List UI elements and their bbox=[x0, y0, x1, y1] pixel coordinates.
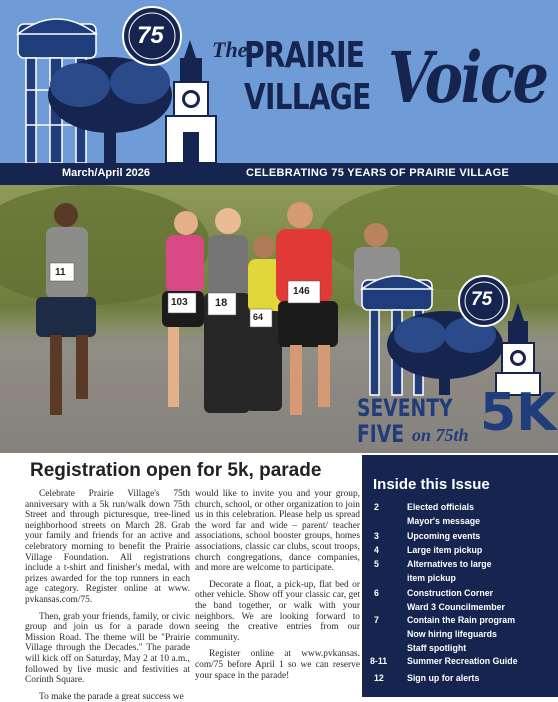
toc-label: Contain the Rain program bbox=[407, 615, 516, 625]
toc-page-number: 3 bbox=[374, 531, 379, 541]
bib-number: 18 bbox=[215, 297, 228, 309]
article-column-1 bbox=[25, 489, 190, 702]
toc-label: Upcoming events bbox=[407, 531, 481, 541]
title-prairie: PRAIRIE bbox=[244, 35, 365, 76]
article-headline: Registration open for 5k, parade bbox=[30, 460, 322, 481]
runners-photo bbox=[0, 185, 558, 453]
inside-this-issue-sidebar bbox=[362, 455, 558, 697]
toc-label: Ward 3 Councilmember bbox=[407, 602, 505, 612]
race-logo-five: FIVE bbox=[357, 420, 405, 448]
tagline: CELEBRATING 75 YEARS OF PRAIRIE VILLAGE bbox=[246, 167, 510, 179]
masthead bbox=[0, 0, 558, 163]
sidebar-title: Inside this Issue bbox=[373, 476, 490, 493]
toc-page-number: 5 bbox=[374, 559, 379, 569]
toc-label: Sign up for alerts bbox=[407, 673, 480, 683]
toc-label: Mayor's message bbox=[407, 516, 480, 526]
clock-tower-icon bbox=[166, 40, 216, 163]
runners-scene bbox=[0, 185, 558, 453]
bib-number: 11 bbox=[55, 267, 66, 278]
title-village: VILLAGE bbox=[244, 77, 371, 118]
race-logo-number: 75 bbox=[471, 289, 493, 310]
article-paragraph: Decorate a float, a pick-up, flat bed or other vehicle. Show off your classic car, get the band together, or walk with your neighbors. We are looking forward to seeing the creative entries from our community. bbox=[195, 579, 360, 643]
toc-page-number: 8-11 bbox=[370, 656, 388, 666]
article-paragraph: To make the parade a great success we bbox=[39, 691, 184, 702]
article-paragraph: Celebrate Prairie Village's 75th anniversary with a 5k run/walk down 75th Street and through picturesque, tree-lined neighborhood streets on March 28. Grab your family and friends for an active and celebratory morning to benefit the Prairie Village Foundation. All registrations include a t-shirt and finisher's medal, with prizes awarded for the top runners in each age category. Register online at www. pvkansas.com/75. bbox=[25, 489, 190, 605]
issue-band bbox=[0, 163, 558, 185]
bib-number: 64 bbox=[253, 312, 264, 322]
toc-label: item pickup bbox=[407, 573, 456, 583]
issue-date: March/April 2026 bbox=[62, 167, 151, 179]
article-paragraph: Then, grab your friends, family, or civic group and join us for a parade down Mission Road. The theme will be "Prairie Village through the Decades." The parade will kick off on Saturday, May 2 at 10 a.m., followed by live music and festivities at Corinth Square. bbox=[25, 611, 190, 686]
article-paragraph: would like to invite you and your group, church, school, or other organization to join us in this celebration. Please help us spread the word far and wide – parent/ teacher associations, school booster groups, homes associations, classic car clubs, scout troops, church congregations, dance companies, and more are welcome to participate. bbox=[195, 489, 360, 574]
toc-page-number: 2 bbox=[374, 502, 379, 512]
race-logo-5k: 5K bbox=[480, 383, 557, 443]
toc-label: Construction Corner bbox=[407, 588, 494, 598]
bib-number: 103 bbox=[171, 297, 188, 308]
toc-page-number: 6 bbox=[374, 588, 379, 598]
toc-page-number: 4 bbox=[374, 545, 379, 555]
article-column-2 bbox=[195, 489, 360, 681]
tree-icon bbox=[48, 57, 172, 163]
bib-number: 146 bbox=[293, 286, 310, 297]
toc-label: Elected officials bbox=[407, 502, 474, 512]
title-voice: Voice bbox=[388, 36, 547, 119]
toc-label: Summer Recreation Guide bbox=[407, 656, 518, 666]
title-the: The bbox=[212, 37, 248, 62]
toc-label: Large item pickup bbox=[407, 545, 483, 555]
toc-label: Staff spotlight bbox=[407, 643, 467, 653]
toc-label: Alternatives to large bbox=[407, 559, 492, 569]
toc-page-number: 7 bbox=[374, 615, 379, 625]
toc-label: Now hiring lifeguards bbox=[407, 629, 497, 639]
race-logo-on-75th: on 75th bbox=[412, 425, 469, 445]
article-paragraph: Register online at www.pvkansas. com/75 before April 1 so we can reserve your space in the parade! bbox=[195, 649, 360, 681]
logo-number: 75 bbox=[137, 22, 164, 49]
race-logo-seventy: SEVENTY bbox=[357, 394, 453, 422]
toc-page-number: 12 bbox=[374, 673, 384, 683]
